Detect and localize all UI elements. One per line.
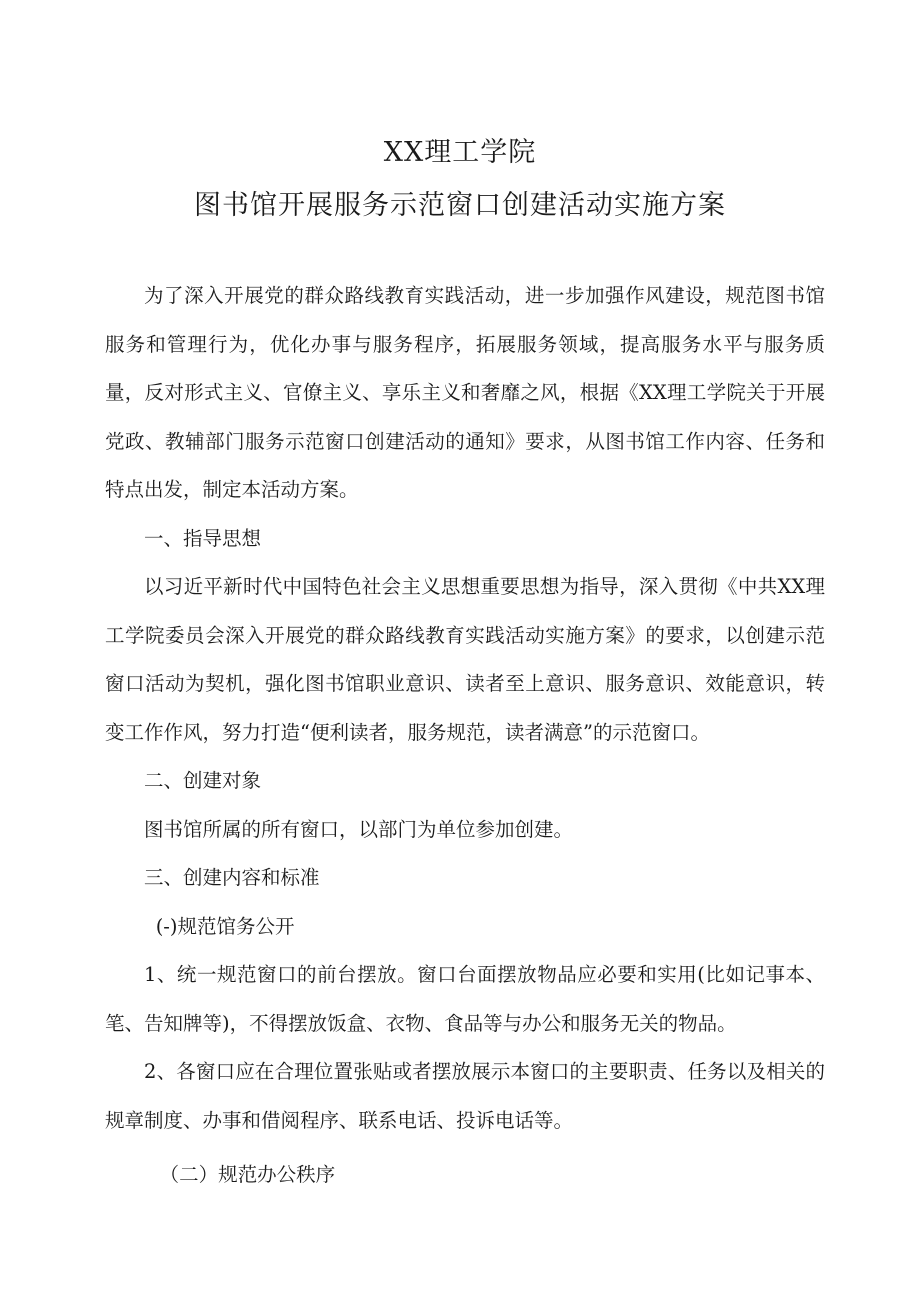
section-heading-target: 二、创建对象: [144, 769, 262, 792]
title-plan: 图书馆开展服务示范窗口创建活动实施方案: [194, 190, 726, 221]
guiding-thought-paragraph: 以习近平新时代中国特色社会主义思想重要思想为指导，深入贯彻《中共XX理工学院委员会深入开展党的群众路线教育实践活动实施方案》的要求，以创建示范窗口活动为契机，强化图书馆职业意识、读者至上意识、服务意识、效能意识，转变工作作风，努力打造“便利读者，服务规范，读者满意”的示范窗口。: [105, 575, 825, 744]
subsection-heading-disclosure: (-)规范馆务公开: [155, 914, 295, 938]
section-heading-guiding-thought: 一、指导思想: [144, 526, 262, 550]
intro-paragraph: 为了深入开展党的群众路线教育实践活动，进一步加强作风建设，规范图书馆服务和管理行为，优化办事与服务程序，拓展服务领域，提高服务水平与服务质量，反对形式主义、官僚主义、享乐主义和奢靡之风，根据《XX理工学院关于开展党政、教辅部门服务示范窗口创建活动的通知》要求，从图书馆工作内容、任务和特点出发，制定本活动方案。: [105, 284, 825, 501]
subsection-heading-office-order: （二）规范办公秩序: [159, 1163, 336, 1186]
item-paragraph-2: 2、各窗口应在合理位置张贴或者摆放展示本窗口的主要职责、任务以及相关的规章制度、办事和借阅程序、联系电话、投诉电话等。: [105, 1060, 825, 1132]
section-heading-content-standards: 三、创建内容和标准: [144, 866, 320, 889]
item-paragraph-1: 1、统一规范窗口的前台摆放。窗口台面摆放物品应必要和实用(比如记事本、笔、告知牌等)，不得摆放饭盒、衣物、食品等与办公和服务无关的物品。: [105, 963, 825, 1035]
title-institution: XX理工学院: [383, 137, 537, 168]
document-body: [105, 272, 825, 1200]
target-paragraph: 图书馆所属的所有窗口，以部门为单位参加创建。: [144, 817, 574, 841]
